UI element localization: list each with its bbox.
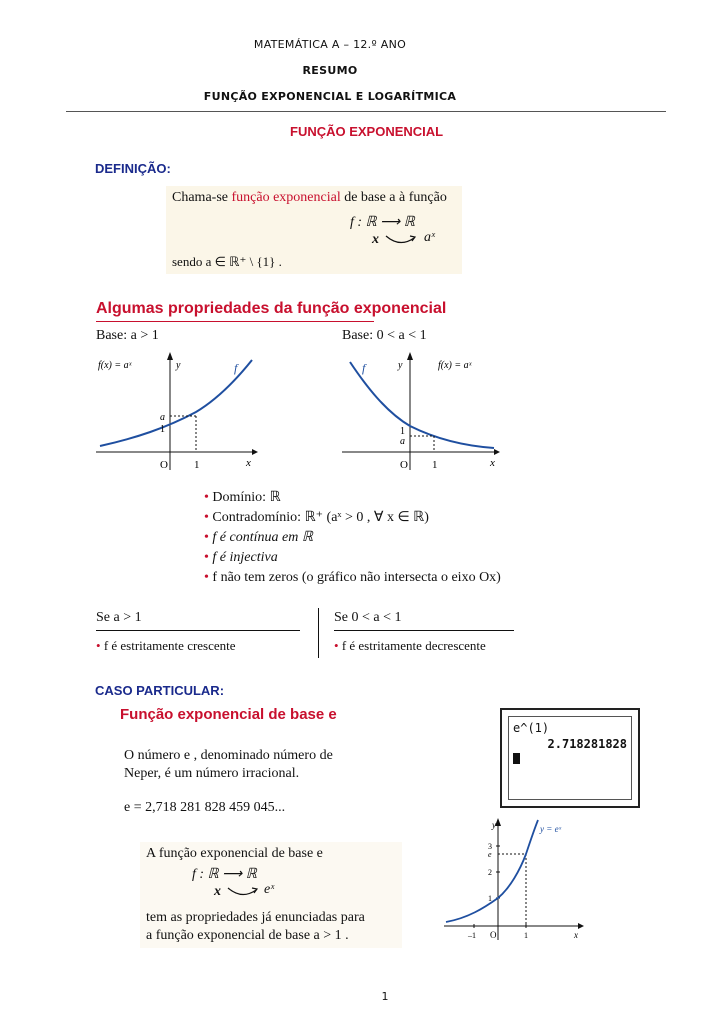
e-value: e = 2,718 281 828 459 045...	[124, 800, 286, 815]
page-number: 1	[381, 990, 389, 1003]
calc-line-2: 2.718281828	[547, 737, 627, 751]
se2-rule	[334, 630, 514, 631]
caso-box-line-2: tem as propriedades já enunciadas para	[146, 910, 365, 925]
caso-box-ex: eˣ	[264, 882, 275, 897]
header-rule	[66, 111, 666, 112]
se1-bullet: • f é estritamente crescente	[96, 638, 236, 653]
caso-p1: O número e , denominado número de	[124, 748, 333, 763]
graph-e-tick-3: 3	[488, 842, 492, 851]
list-item: • f é injectiva	[204, 550, 278, 565]
se-a-gt-1: Se a > 1	[96, 610, 142, 625]
graph2-y: y	[398, 360, 403, 371]
section-title: FUNÇÃO EXPONENCIAL	[290, 124, 444, 139]
definicao-sendo: sendo a ∈ ℝ⁺ \ {1} .	[172, 254, 282, 269]
graph1-one: 1	[160, 424, 165, 435]
se2-bullet: • f é estritamente decrescente	[334, 638, 486, 653]
graph2-o: O	[400, 459, 408, 471]
calculator-display	[508, 716, 632, 800]
definicao-line-1: Chama-se função exponencial de base a à função	[172, 190, 447, 205]
calculator-screen	[500, 708, 640, 808]
calc-cursor	[513, 753, 520, 764]
base-between-0-1: Base: 0 < a < 1	[342, 328, 427, 343]
graph-e-tick-x1: 1	[524, 931, 528, 940]
definicao-box	[166, 186, 462, 274]
caso-box	[140, 842, 402, 948]
list-item: • Domínio: ℝ	[204, 490, 281, 505]
list-item: • f é contínua em ℝ	[204, 530, 313, 545]
definicao-map: f : ℝ ⟶ ℝ	[350, 215, 415, 230]
graph2-one: 1	[400, 426, 405, 437]
se-divider	[318, 608, 319, 658]
definicao-map-x: x	[372, 232, 379, 247]
graph2-a: a	[400, 436, 405, 447]
graph1-f: f	[234, 361, 238, 375]
calc-line-1: e^(1)	[513, 721, 550, 735]
propriedades-underline	[96, 321, 374, 322]
list-item: • Contradomínio: ℝ⁺ (aˣ > 0 , ∀ x ∈ ℝ)	[204, 510, 429, 525]
curved-arrow-icon	[384, 232, 420, 248]
graph-e-tick-2: 2	[488, 868, 492, 877]
propriedades-title: Algumas propriedades da função exponencial	[96, 300, 447, 317]
header-line-2: RESUMO	[302, 64, 358, 77]
graph-e-tick-m1: –1	[468, 931, 476, 940]
se1-rule	[96, 630, 300, 631]
caso-box-line-1: A função exponencial de base e	[146, 846, 323, 861]
graph-e-y: y	[492, 820, 496, 830]
curved-arrow-icon	[226, 884, 262, 900]
graph-e-tick-e: e	[488, 850, 492, 859]
caso-box-map: f : ℝ ⟶ ℝ	[192, 867, 257, 882]
graph1-x1: 1	[194, 459, 200, 471]
caso-label: CASO PARTICULAR:	[95, 683, 225, 698]
graph2-x: x	[490, 457, 495, 469]
graph2-fx: f(x) = aˣ	[438, 360, 472, 371]
base-gt-1: Base: a > 1	[96, 328, 159, 343]
graph1-o: O	[160, 459, 168, 471]
graph2-f: f	[362, 361, 366, 375]
graph1-y: y	[176, 360, 181, 371]
header-line-1: MATEMÁTICA A – 12.º ANO	[253, 38, 407, 51]
list-item: • f não tem zeros (o gráfico não intersecta o eixo Ox)	[204, 570, 501, 585]
caso-title: Função exponencial de base e	[120, 706, 337, 723]
caso-p2: Neper, é um número irracional.	[124, 766, 300, 781]
graph-exp-e	[440, 816, 590, 944]
caso-box-line-3: a função exponencial de base a > 1 .	[146, 928, 349, 943]
graph-e-x: x	[574, 930, 578, 940]
graph2-x1: 1	[432, 459, 438, 471]
definicao-map-ax: aˣ	[424, 230, 435, 245]
se-0-lt-a-lt-1: Se 0 < a < 1	[334, 610, 402, 625]
graph1-x: x	[246, 457, 251, 469]
graph-increasing	[96, 350, 266, 472]
propriedades-list	[204, 488, 501, 588]
caso-box-x: x	[214, 884, 221, 899]
graph-e-o: O	[490, 930, 497, 940]
graph-e-label: y = eˣ	[540, 824, 562, 834]
definicao-label: DEFINIÇÃO:	[95, 161, 171, 176]
header-line-3: FUNÇÃO EXPONENCIAL E LOGARÍTMICA	[203, 90, 457, 103]
graph-e-tick-1: 1	[488, 894, 492, 903]
graph1-a: a	[160, 412, 165, 423]
graph-decreasing	[342, 350, 512, 472]
graph1-fx: f(x) = aˣ	[98, 360, 132, 371]
